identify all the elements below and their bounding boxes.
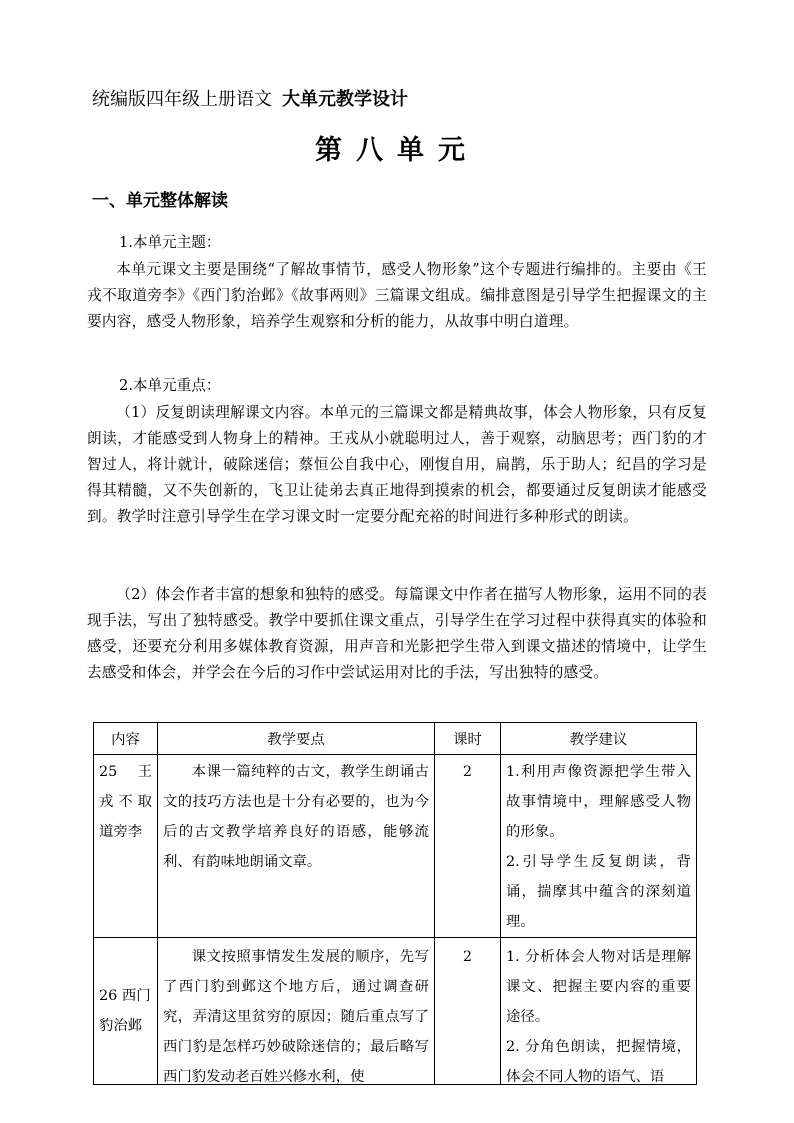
table-row — [94, 938, 697, 1085]
table-row — [94, 755, 697, 938]
design-label: 大单元教学设计 — [282, 89, 408, 110]
lesson-name: 25 王戎不取道旁李 — [99, 764, 152, 840]
document-header — [92, 88, 408, 112]
lesson-points: 课文按照事情发生发展的顺序，先写了西门豹到邺这个地方后，通过调查研究，弄清这里贫穷的原因；随后重点写了西门豹是怎样巧妙破除迷信的；最后略写西门豹发动老百姓兴修水利，使 — [163, 949, 429, 1084]
lesson-points: 本课一篇纯粹的古文，教学生朗诵古文的技巧方法也是十分有必要的，也为今后的古文教学培养良好的语感，能够流利、有韵味地朗诵文章。 — [163, 764, 429, 870]
header-tips: 教学建议 — [501, 723, 697, 755]
lesson-hours: 2 — [462, 764, 473, 780]
table-header-row — [94, 723, 697, 755]
focus-paragraph-2 — [87, 582, 707, 686]
row-points-cell — [158, 755, 435, 938]
row-content-cell — [94, 938, 158, 1085]
theme-text: 本单元课文主要是围绕“了解故事情节，感受人物形象”这个专题进行编排的。主要由《王戎不取道旁李》《西门豹治邺》《故事两则》三篇课文组成。编排意图是引导学生把握课文的主要内容，感受人物形象，培养学生观察和分析的能力，从故事中明白道理。 — [87, 261, 707, 330]
lesson-tip: 1.利用声像资源把学生带入故事情境中，理解感受人物的形象。 — [506, 764, 691, 840]
lesson-hours: 2 — [462, 949, 473, 965]
section-heading: 一、单元整体解读 — [92, 191, 228, 211]
lesson-table — [93, 722, 697, 1085]
row-tips-cell — [501, 938, 697, 1085]
row-content-cell — [94, 755, 158, 938]
row-hours-cell — [435, 938, 501, 1085]
focus-paragraph-1 — [87, 400, 707, 530]
grade-subtitle: 统编版四年级上册语文 — [92, 89, 272, 110]
focus-text-1: （1）反复朗读理解课文内容。本单元的三篇课文都是精典故事，体会人物形象，只有反复朗读，才能感受到人物身上的精神。王戎从小就聪明过人，善于观察，动脑思考；西门豹的才智过人，将计就计，破除迷信；蔡恒公自我中心，刚愎自用，扁鹊，乐于助人；纪昌的学习是得其精髓，又不失创新的，飞卫让徒弟去真正地得到摸索的机会，都要通过反复朗读才能感受到。教学时注意引导学生在学习课文时一定要分配充裕的时间进行多种形式的朗读。 — [87, 404, 707, 525]
theme-label: 1.本单元主题： — [119, 234, 221, 251]
lesson-name: 26 西门豹治邺 — [99, 988, 151, 1034]
focus-text-2: （2）体会作者丰富的想象和独特的感受。每篇课文中作者在描写人物形象，运用不同的表现手法，写出了独特感受。教学中要抓住课文重点，引导学生在学习过程中获得真实的体验和感受，还要充分利用多媒体教育资源，用声音和光影把学生带入到课文描述的情境中，让学生去感受和体会，并学会在今后的习作中尝试运用对比的手法，写出独特的感受。 — [87, 586, 707, 681]
lesson-tip: 2. 分角色朗读，把握情境，体会不同人物的语气、语 — [506, 1039, 691, 1084]
header-hours: 课时 — [435, 723, 501, 755]
header-points: 教学要点 — [158, 723, 435, 755]
focus-label: 2.本单元重点： — [119, 377, 221, 394]
theme-paragraph — [87, 257, 707, 335]
row-points-cell — [158, 938, 435, 1085]
row-hours-cell — [435, 755, 501, 938]
header-content: 内容 — [94, 723, 158, 755]
unit-title: 第八单元 — [315, 135, 479, 166]
row-tips-cell — [501, 755, 697, 938]
lesson-tip: 2.引导学生反复朗读，背诵，揣摩其中蕴含的深刻道理。 — [506, 854, 691, 930]
lesson-tip: 1. 分析体会人物对话是理解课文、把握主要内容的重要途径。 — [506, 949, 691, 1025]
